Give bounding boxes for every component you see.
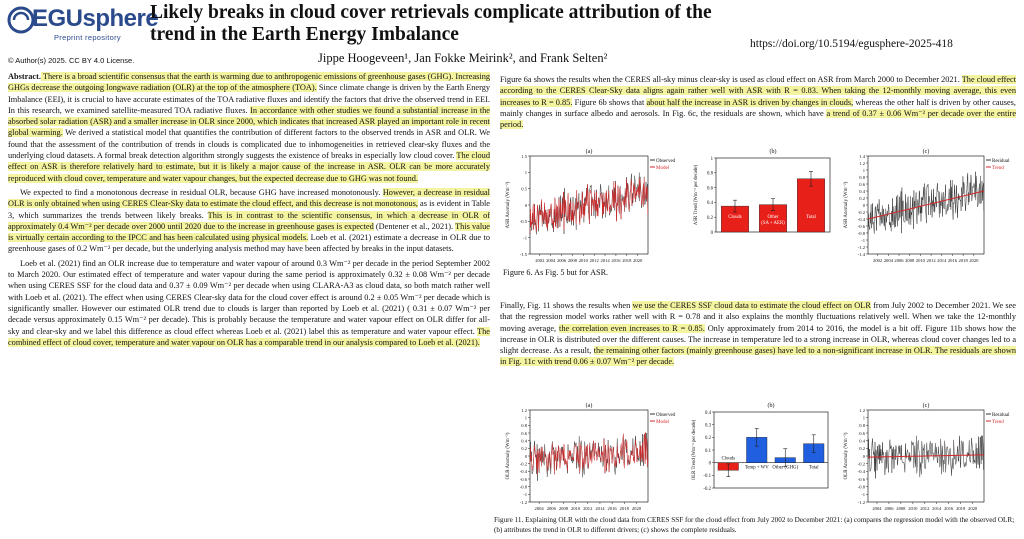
y-tick-label: -1.2 (519, 499, 527, 505)
y-tick-label: 0.6 (859, 181, 865, 187)
x-tick-label: 2020 (633, 258, 643, 263)
panel-label: (c) (922, 403, 930, 409)
x-tick-label: 2014 (600, 258, 610, 263)
y-tick-label: -0.8 (857, 484, 865, 490)
right-p2-segment: from July 2002 to December 2021. We see that the regression model works rather well with R = 0.78 and it also explains the monthly fluctuations relatively well. When we take the 12-monthly moving average, (500, 301, 1016, 333)
x-tick-label: 2020 (969, 258, 979, 263)
x-tick-label: 2016 (947, 258, 958, 263)
bar-label: Total (808, 465, 819, 471)
y-axis-label: ASR Anomaly (Wm⁻²) (844, 181, 849, 229)
x-tick-label: 2008 (567, 258, 578, 263)
legend-entry: Trend (992, 165, 1004, 171)
x-tick-label: 2012 (583, 506, 593, 511)
y-tick-label: 0.8 (707, 171, 713, 177)
x-tick-label: 2014 (937, 258, 947, 263)
abstract-segment: The cloud effect on ASR is therefore relatively hard to estimate, but it is likely a major cause of the increase in ASR. OLR can be more accurately reproduced with cloud cover, temperature and water vapour changes, but the expected decrease due to GHG was not found. (8, 151, 490, 183)
y-axis-label: OLR Anomaly (Wm⁻²) (506, 432, 511, 480)
y-axis-label: ASR Trend (Wm⁻² per decade) (694, 164, 699, 226)
right-p2-segment: the remaining other factors (mainly greenhouse gases) have led to a non-significant increase in OLR. The residuals are shown in Fig. 11c with trend 0.06 ± 0.07 Wm⁻² per decade. (500, 346, 1016, 367)
y-tick-label: 0.6 (707, 186, 713, 192)
legend-entry: Model (656, 419, 670, 425)
license-note: © Author(s) 2025. CC BY 4.0 License. (8, 56, 135, 65)
bar-label: Clouds (721, 456, 736, 462)
legend-entry: Observed (656, 412, 676, 418)
series-line-model (530, 177, 648, 234)
y-axis-label: OLR Trend (Wm⁻² per decade) (692, 419, 697, 481)
y-tick-label: 0.4 (859, 438, 865, 444)
abstract-label: Abstract. (8, 72, 41, 81)
y-tick-label: 1.2 (521, 407, 527, 413)
y-tick-label: -0.6 (857, 476, 865, 482)
y-tick-label: 0 (862, 202, 865, 208)
y-tick-label: 1.4 (859, 153, 865, 159)
y-tick-label: 0.2 (705, 436, 711, 442)
y-tick-label: 1.2 (859, 407, 865, 413)
right-paragraph-2 (500, 300, 1016, 368)
y-tick-label: -0.2 (857, 461, 865, 467)
x-tick-label: 2008 (896, 506, 906, 511)
x-tick-label: 2002 (873, 258, 883, 263)
panel-label: (b) (767, 403, 775, 409)
figure-6-panel-b (688, 146, 836, 254)
x-tick-label: 2016 (611, 258, 621, 263)
left-p2-segment: This is in contrast to the scientific consensus, in which a decrease in OLR of approximately 0.4 Wm⁻² per decade over 2000 until 2020 due to the increase in greenhouse gases is expected (8, 210, 490, 231)
y-tick-label: 0 (710, 230, 713, 236)
panel-label: (b) (769, 149, 777, 155)
y-tick-label: 0.4 (521, 438, 527, 444)
y-tick-label: -0.5 (519, 219, 527, 225)
y-tick-label: 0.8 (521, 423, 527, 429)
right-p1-segment: whereas the other half is driven by other causes, mainly changes in surface albedo and aerosols. In Fig. 6c, the residuals are shown, which have (500, 97, 1016, 118)
left-p2-segment: This value is virtually certain according to the IPCC and has been calculated using physical models. (8, 221, 490, 243)
y-tick-label: -0.8 (857, 230, 865, 236)
left-p2-segment: (Dentener et al., 2021). (373, 221, 456, 231)
right-p2-segment: Finally, Fig. 11 shows the results when (500, 301, 633, 310)
y-axis-label: ASR Anomaly (Wm⁻²) (506, 181, 511, 229)
figure-11-panel-c (838, 400, 1018, 518)
left-p3-segment: The combined effect of cloud cover, temperature and water vapour on OLR has a comparable trend in our analysis compared to Loeb et al. (2021). (8, 326, 490, 347)
bar-label: Temp + WV (744, 465, 769, 471)
logo-subtitle: Preprint repository (54, 33, 121, 42)
y-tick-label: 0 (862, 453, 865, 459)
x-tick-label: 2010 (578, 258, 588, 263)
y-axis-label: OLR Anomaly (Wm⁻²) (844, 432, 849, 480)
figure-11-panel-b (686, 400, 834, 510)
abstract-segment: In accordance with other studies we found a substantial increase in the absorbed solar radiation (ASR) and a smaller increase in OLR since 2000, which indicates that increased ASR played an important role in recent global warming. (8, 105, 490, 138)
legend-entry: Trend (992, 419, 1004, 425)
figure-11-panel-a (500, 400, 682, 518)
y-tick-label: -0.6 (519, 476, 527, 482)
y-tick-label: -0.6 (857, 223, 865, 229)
y-tick-label: -0.1 (703, 474, 711, 480)
y-tick-label: 0.6 (859, 430, 865, 436)
y-tick-label: 0.4 (707, 201, 713, 207)
x-tick-label: 2008 (558, 506, 569, 511)
figure-6-caption: Figure 6. As Fig. 5 but for ASR. (503, 268, 609, 277)
right-p1-segment: a trend of 0.37 ± 0.06 Wm⁻² per decade over the entire period. (500, 108, 1016, 130)
left-p2-segment: We expected to find a monotonous decrease in residual OLR, because GHG have increased monotonously. (20, 187, 383, 197)
left-paragraph-2 (8, 187, 490, 255)
y-tick-label: -1 (523, 235, 527, 241)
legend-entry: Model (656, 165, 670, 171)
y-tick-label: 1 (524, 415, 527, 421)
y-tick-label: 0 (524, 202, 527, 208)
y-tick-label: 0.8 (859, 423, 865, 429)
egusphere-logo (6, 3, 159, 49)
y-tick-label: -0.2 (857, 209, 865, 215)
panel-label: (a) (585, 149, 593, 155)
x-tick-label: 2014 (595, 506, 605, 511)
abstract-segment: There is a broad scientific consensus that the earth is warming due to anthropogenic emissions of greenhouse gases (GHG). Increasing GHGs decrease the outgoing longwave radiation (OLR) at the top of the atmosphere (TOA). (8, 72, 490, 93)
right-p2-segment: we use the CERES SSF cloud data to estimate the cloud effect on OLR (632, 301, 871, 310)
y-tick-label: 0.2 (859, 446, 865, 452)
y-tick-label: -0.4 (519, 469, 527, 475)
right-p1-segment: Figure 6a shows the results when the CERES all-sky minus clear-sky is used as cloud effect on ASR from March 2000 to December 2021. (500, 75, 962, 84)
bar-total (797, 179, 824, 232)
y-tick-label: 1.2 (859, 160, 865, 166)
x-tick-label: 2004 (534, 506, 544, 511)
right-p2-segment: the correlation even increases to R = 0.85. (559, 323, 705, 333)
panel-label: (c) (922, 149, 930, 155)
abstract-segment: We derived a statistical model that quantifies the contribution of different factors to the observed trends in ASR and OLR. We found that the assessment of the contribution of trends in clouds is complicated due to inhomogeneities in retrieved clear-sky fluxes and the underlying cloud datasets. A formal break detection algorithm strongly suggests the existence of breaks in especially low cloud cover. (8, 128, 490, 161)
right-p2-segment: Only approximately from 2014 to 2016, the model is a bit off. Figure 11b shows how the increase in OLR is distributed over the different causes. The increase in temperature led to a strong increase in OLR, whereas cloud cover changes led to a slight decrease. As a result, (500, 323, 1016, 356)
x-tick-label: 2012 (926, 258, 936, 263)
y-tick-label: 0 (708, 461, 711, 467)
x-tick-label: 2006 (556, 258, 567, 263)
figure-6-panel-a (500, 146, 682, 270)
x-tick-label: 2016 (607, 506, 617, 511)
abstract-segment: Since climate change is driven by the Earth Energy Imbalance (EEI), it is crucial to have accurate estimates of the TOA radiative fluxes and identify the factors that drive the observed trend in EEI. In this research, we examined satellite-measured TOA radiative fluxes. (8, 83, 491, 115)
right-p1-segment: about half the increase in ASR is driven by changes in clouds, (646, 97, 854, 107)
legend-entry: Residual (992, 158, 1010, 164)
x-tick-label: 2004 (883, 258, 893, 263)
bar-label: Clouds (728, 215, 742, 220)
x-tick-label: 2012 (920, 506, 930, 511)
y-tick-label: 0.2 (859, 195, 865, 201)
y-tick-label: 0.4 (705, 410, 711, 416)
y-tick-label: 0.6 (521, 430, 527, 436)
left-p2-segment: Loeb et al. (2021) estimate a decrease in OLR due to greenhouse gases of 0.2 Wm⁻² per decade, but the underlying analysis method may have been affected by breaks in the input datasets. (8, 233, 490, 254)
x-tick-label: 2010 (571, 506, 581, 511)
y-tick-label: 0.4 (859, 188, 865, 194)
y-tick-label: 1 (524, 170, 527, 176)
y-tick-label: 0.5 (521, 186, 527, 192)
x-tick-label: 2004 (546, 258, 556, 263)
right-p1-segment: The cloud effect according to the CERES Clear-Sky data aligns again rather well with ASR with R = 0.83. When taking the 12-monthly moving average, this even increases to R = 0.85. (500, 75, 1016, 107)
legend-entry: Observed (656, 158, 676, 164)
y-tick-label: -1 (861, 237, 865, 243)
y-tick-label: -1.4 (857, 251, 865, 257)
x-tick-label: 2016 (944, 506, 954, 511)
panel-label: (a) (585, 403, 593, 409)
x-tick-label: 2008 (905, 258, 915, 263)
x-tick-label: 2010 (915, 258, 925, 263)
bar-label: Other (767, 215, 779, 220)
x-tick-label: 2018 (619, 506, 629, 511)
logo-text: EGUsphere (32, 5, 159, 32)
y-tick-label: 0.1 (705, 448, 711, 454)
y-tick-label: -0.2 (703, 486, 711, 492)
x-tick-label: 2004 (872, 506, 882, 511)
x-tick-label: 2018 (622, 258, 632, 263)
left-p2-segment: However, a decrease in residual OLR is only obtained when using CERES Clear-Sky data to estimate the cloud effect, and this decrease is not monotonous, (8, 187, 490, 209)
right-p1-segment: Figure 6b shows that (572, 97, 647, 107)
x-tick-label: 2006 (546, 506, 556, 511)
x-tick-label: 2014 (932, 506, 942, 511)
x-tick-label: 2020 (631, 506, 642, 511)
y-tick-label: 1 (862, 415, 865, 421)
left-paragraph-3 (8, 258, 490, 348)
y-tick-label: 0.3 (705, 423, 711, 429)
figure-6-panel-c (838, 146, 1018, 270)
right-paragraph-1 (500, 74, 1016, 130)
bar-label: Other (GHG) (772, 465, 799, 471)
x-tick-label: 2010 (908, 506, 918, 511)
y-tick-label: 1.5 (521, 153, 527, 159)
bar-label: (SA + AER) (761, 221, 785, 226)
plot-frame (530, 156, 648, 254)
series-line-residual (868, 172, 984, 234)
y-tick-label: 1 (710, 156, 713, 162)
y-tick-label: -0.4 (857, 216, 865, 222)
x-tick-label: 2018 (958, 258, 968, 263)
x-tick-label: 2002 (535, 258, 545, 263)
legend-entry: Residual (992, 412, 1010, 418)
author-list: Jippe Hoogeveen¹, Jan Fokke Meirink², and Frank Selten² (318, 51, 608, 65)
x-tick-label: 2018 (956, 506, 966, 511)
doi-link[interactable]: https://doi.org/10.5194/egusphere-2025-418 (750, 38, 953, 50)
figure-11-caption: Figure 11. Explaining OLR with the cloud data from CERES SSF for the cloud effect from July 2002 to December 2021: (a) compares the regression model with the observed OLR; (b) attributes the trend in OLR to different drivers; (c) shows the complete residuals. (494, 516, 1015, 534)
y-tick-label: 0.2 (521, 446, 527, 452)
y-tick-label: 0.2 (707, 216, 713, 221)
y-tick-label: -0.8 (519, 484, 527, 490)
y-tick-label: 0.8 (859, 174, 865, 180)
y-tick-label: -1.2 (857, 244, 865, 250)
paper-title: Likely breaks in cloud cover retrievals complicate attribution of the trend in the Earth Energy Imbalance (150, 2, 712, 45)
abstract-paragraph (8, 71, 490, 184)
y-tick-label: -0.2 (519, 461, 527, 467)
y-tick-label: -0.4 (857, 469, 865, 475)
x-tick-label: 2020 (968, 506, 978, 511)
left-p2-segment: as is evident in Table 3, which summarizes the trends between likely breaks. (8, 199, 490, 220)
y-tick-label: -1.2 (857, 499, 865, 505)
bar-label: Total (806, 215, 816, 220)
left-p3-segment: Loeb et al. (2021) find an OLR increase due to temperature and water vapour of around 0.3 Wm⁻² per decade in the period September 2002 to March 2020. Our estimated effect of temperature and water vapour during the same period is approximately 0.32 ± 0.08 Wm⁻² per decade when using CERES SSF for the cloud data and 0.37 ± 0.09 Wm⁻² per decade when using CLARA-A3 as cloud data, so both match rather well with Loeb et al. (2021). The effect when using CERES Clear-sky data for the cloud cover effect is around 0.2 ± 0.05 Wm⁻² per decade which is significantly smaller. However our estimated OLR trend due to clouds is larger than reported by Loeb et al. (2021) ( 0.31 ± 0.07 Wm⁻² per decade versus approximately 0.15 Wm⁻² per decade). This is probably because the temperature and water vapour effect on OLR differ for all-sky and clear-sky and we label this difference as cloud effect whereas Loeb et al. (2021) label this as temperature and water vapour effect. (8, 258, 490, 336)
y-tick-label: 0 (524, 453, 527, 459)
y-tick-label: -1 (861, 492, 865, 498)
left-column (8, 71, 490, 348)
y-tick-label: -1 (523, 492, 527, 498)
x-tick-label: 2006 (884, 506, 894, 511)
x-tick-label: 2012 (589, 258, 599, 263)
y-tick-label: 1 (862, 167, 865, 173)
y-tick-label: -1.5 (519, 251, 527, 257)
x-tick-label: 2006 (894, 258, 904, 263)
